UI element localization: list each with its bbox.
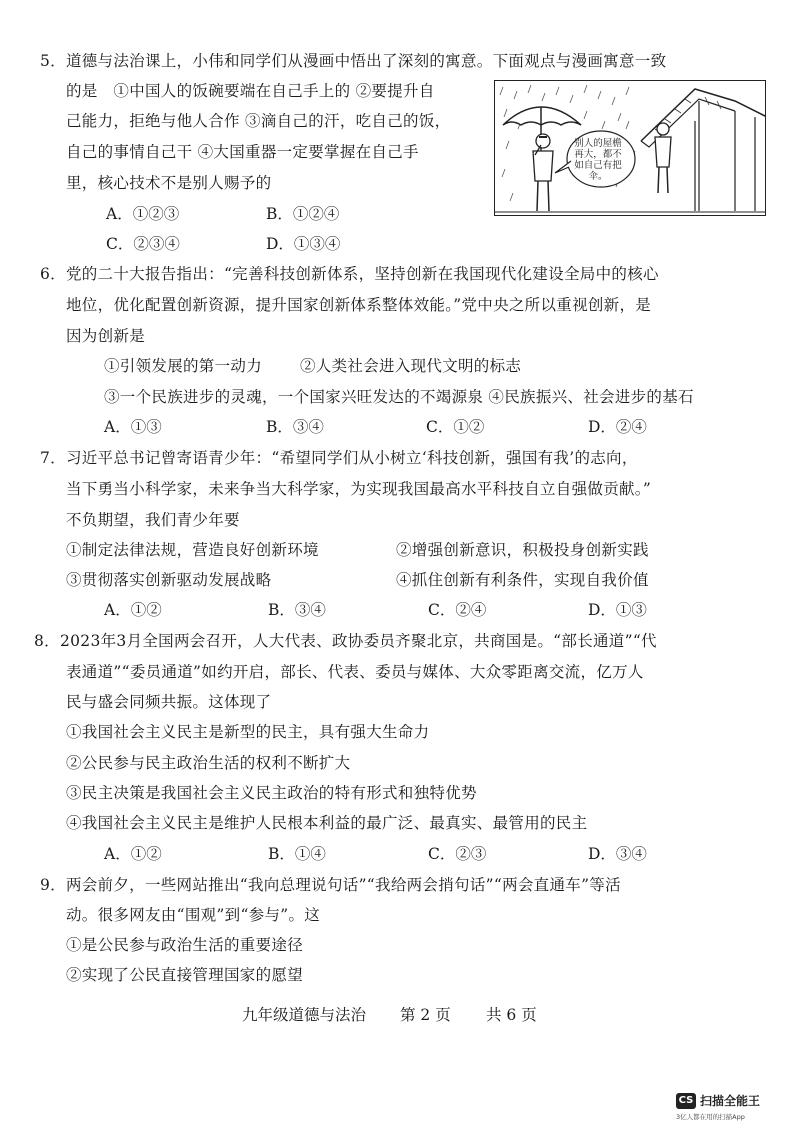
q5-option-c: C．②③④	[106, 235, 180, 253]
q8-item-4: ④我国社会主义民主是维护人民根本利益的最广泛、最真实、最管用的民主	[66, 814, 588, 832]
camscanner-logo-icon: CS	[676, 1093, 696, 1109]
q9-item-1: ①是公民参与政治生活的重要途径	[66, 936, 304, 954]
q7-item-2: ②增强创新意识，积极投身创新实践	[396, 541, 649, 559]
q9-line-2: 动。很多网友由“围观”到“参与”。这	[66, 906, 321, 924]
q5-option-a: A．①②③	[106, 205, 180, 223]
q5-line-2: 的是 ①中国人的饭碗要端在自己手上的 ②要提升自	[66, 82, 435, 100]
q7-line-2: 当下勇当小科学家，未来争当大科学家，为实现我国最高水平科技自立自强做贡献。”	[66, 480, 652, 498]
q6-option-d: D．②④	[588, 418, 647, 436]
q8-line-1: 8．2023年3月全国两会召开，人大代表、政协委员齐聚北京，共商国是。“部长通道”“代	[34, 632, 657, 650]
q6-item-1: ①引领发展的第一动力	[104, 357, 263, 375]
q8-line-3: 民与盛会同频共振。这体现了	[66, 693, 272, 711]
q5-option-b: B．①②④	[266, 205, 340, 223]
q5-option-d: D．①③④	[266, 235, 341, 253]
cartoon-speech-bubble: 别人的屋檐再大，都不如自己有把伞。	[574, 138, 622, 182]
q5-line-1: 5．道德与法治课上，小伟和同学们从漫画中悟出了深刻的寓意。下面观点与漫画寓意一致	[40, 52, 667, 70]
q6-option-a: A．①③	[104, 418, 162, 436]
q8-option-b: B．①④	[268, 845, 326, 863]
camscanner-tagline: 3亿人都在用的扫描App	[676, 1113, 745, 1121]
q8-item-3: ③民主决策是我国社会主义民主政治的特有形式和独特优势	[66, 784, 477, 802]
q6-item-3: ③一个民族进步的灵魂，一个国家兴旺发达的不竭源泉 ④民族振兴、社会进步的基石	[104, 388, 694, 406]
q9-line-1: 9．两会前夕，一些网站推出“我向总理说句话”“我给两会捎句话”“两会直通车”等活	[40, 876, 621, 894]
q6-line-1: 6．党的二十大报告指出：“完善科技创新体系，坚持创新在我国现代化建设全局中的核心	[40, 265, 659, 283]
footer-page-number: 第 2 页	[400, 1006, 451, 1024]
q5-line-4: 自己的事情自己干 ④大国重器一定要掌握在自己手	[66, 143, 419, 161]
footer-subject: 九年级道德与法治	[242, 1006, 367, 1024]
q5-cartoon	[494, 80, 766, 216]
q6-option-c: C．①②	[426, 418, 485, 436]
q7-line-3: 不负期望，我们青少年要	[66, 511, 240, 529]
q6-option-b: B．③④	[266, 418, 324, 436]
q7-option-a: A．①②	[104, 601, 162, 619]
q8-option-d: D．③④	[588, 845, 647, 863]
camscanner-name: 扫描全能王	[700, 1094, 761, 1108]
q7-item-3: ③贯彻落实创新驱动发展战略	[66, 571, 272, 589]
q7-item-4: ④抓住创新有利条件，实现自我价值	[396, 571, 649, 589]
q9-item-2: ②实现了公民直接管理国家的愿望	[66, 966, 304, 984]
q7-option-c: C．②④	[428, 601, 487, 619]
q8-item-2: ②公民参与民主政治生活的权利不断扩大	[66, 754, 351, 772]
q6-line-2: 地位，优化配置创新资源，提升国家创新体系整体效能。”党中央之所以重视创新，是	[66, 296, 652, 314]
q7-option-d: D．①③	[588, 601, 647, 619]
q8-option-c: C．②③	[428, 845, 487, 863]
q8-option-a: A．①②	[104, 845, 162, 863]
q7-item-1: ①制定法律法规，营造良好创新环境	[66, 541, 319, 559]
q6-line-3: 因为创新是	[66, 327, 146, 345]
cartoon-drawing	[495, 81, 766, 216]
q6-item-2: ②人类社会进入现代文明的标志	[300, 357, 522, 375]
q7-line-1: 7．习近平总书记曾寄语青少年：“希望同学们从小树立‘科技创新，强国有我’的志向，	[40, 449, 638, 467]
q5-line-3: 己能力，拒绝与他人合作 ③滴自己的汗，吃自己的饭，	[66, 112, 451, 130]
q7-option-b: B．③④	[268, 601, 326, 619]
footer-total-pages: 共 6 页	[486, 1006, 537, 1024]
q8-item-1: ①我国社会主义民主是新型的民主，具有强大生命力	[66, 723, 430, 741]
q5-line-5: 里，核心技术不是别人赐予的	[66, 174, 272, 192]
q8-line-2: 表通道”“委员通道”如约开启，部长、代表、委员与媒体、大众零距离交流，亿万人	[66, 663, 644, 681]
